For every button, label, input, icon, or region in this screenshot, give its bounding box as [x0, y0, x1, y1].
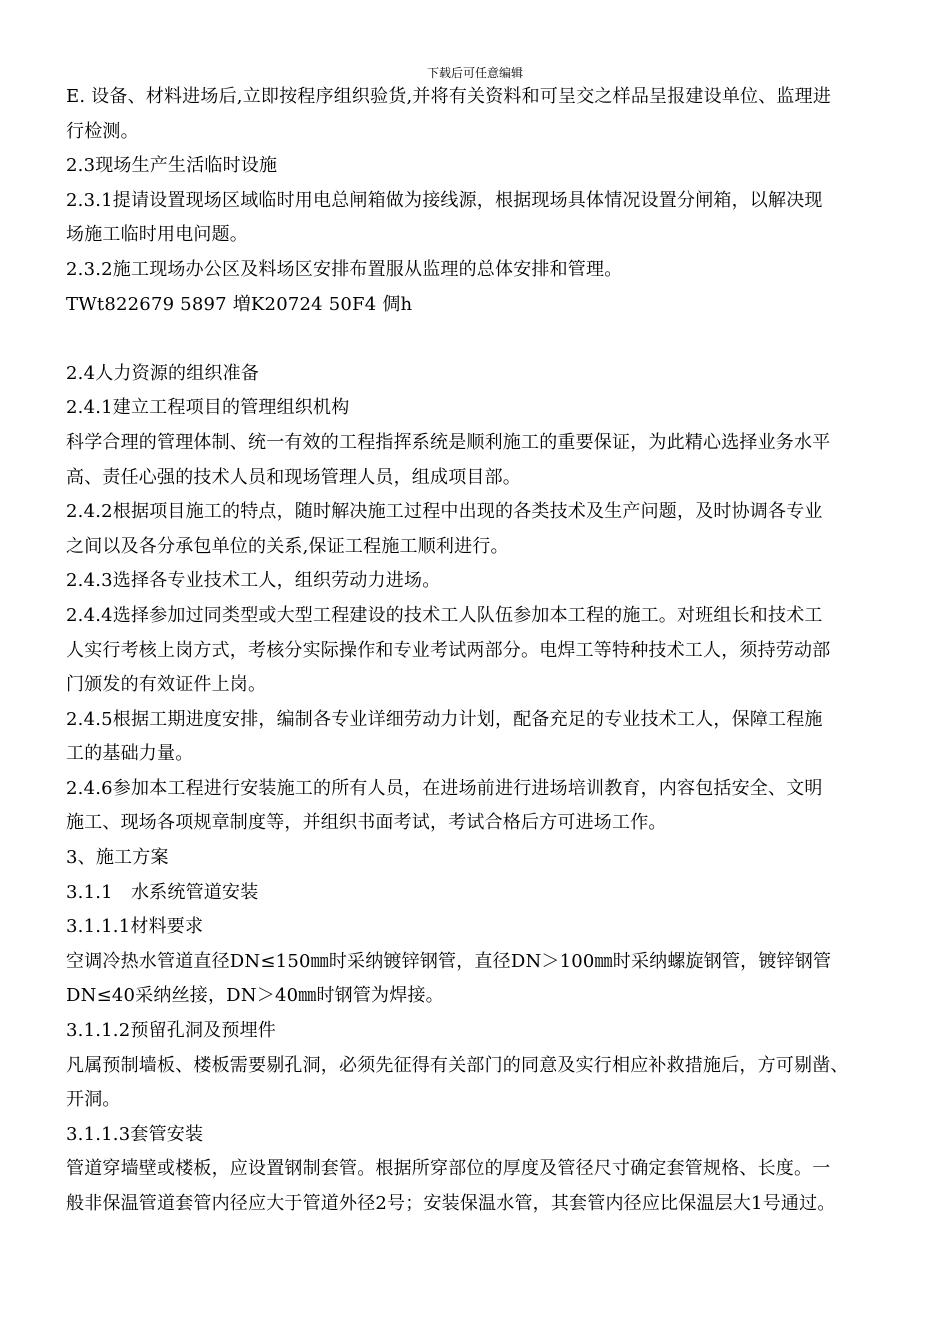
text-line: 2.4.6参加本工程进行安装施工的所有人员，在进场前进行进场培训教育，内容包括安全、文明: [66, 777, 823, 799]
text-line: E. 设备、材料进场后,立即按程序组织验货,并将有关资料和可呈交之样品呈报建设单位、监理进: [66, 86, 832, 107]
document-body: [66, 80, 896, 1222]
subsection-heading: 3.1.1.2预留孔洞及预埋件: [66, 1020, 276, 1042]
text-line: 之间以及各分承包单位的关系,保证工程施工顺利进行。: [66, 535, 509, 557]
text-line: 管道穿墙壁或楼板，应设置钢制套管。根据所穿部位的厚度及管径尺寸确定套管规格、长度。一: [66, 1158, 831, 1180]
subsection-heading: 3.1.1 水系统管道安装: [66, 881, 259, 903]
subsection-heading: 3.1.1.3套管安装: [66, 1123, 204, 1145]
text-line: 高、责任心强的技术人员和现场管理人员，组成项目部。: [66, 466, 521, 488]
section-heading: 2.4人力资源的组织准备: [66, 362, 260, 384]
text-line: 行检测。: [66, 120, 139, 142]
text-line: 场施工临时用电问题。: [66, 224, 248, 246]
text-line: 施工、现场各项规章制度等，并组织书面考试，考试合格后方可进场工作。: [66, 812, 667, 834]
subsection-heading: 3.1.1.1材料要求: [66, 916, 204, 938]
page-header: 下载后可任意编辑: [426, 66, 523, 80]
text-line: 空调冷热水管道直径DN≤150㎜时采纳镀锌钢管，直径DN＞100㎜时采纳螺旋钢管，镀锌钢管: [66, 950, 832, 972]
text-line: 工的基础力量。: [66, 743, 194, 765]
text-line: 2.3.1提请设置现场区域临时用电总闸箱做为接线源，根据现场具体情况设置分闸箱，以解决现: [66, 189, 823, 211]
section-heading: 2.3现场生产生活临时设施: [66, 155, 278, 177]
blank-line: [66, 322, 896, 357]
text-line: 人实行考核上岗方式，考核分实际操作和专业考试两部分。电焊工等特种技术工人，须持劳动部: [66, 639, 831, 661]
text-line: 凡属预制墙板、楼板需要剔孔洞，必须先征得有关部门的同意及实行相应补救措施后，方可剔凿、: [66, 1054, 849, 1076]
text-line: 2.4.2根据项目施工的特点，随时解决施工过程中出现的各类技术及生产问题，及时协调各专业: [66, 501, 823, 523]
text-line: 门颁发的有效证件上岗。: [66, 674, 267, 696]
text-line: 2.3.2施工现场办公区及料场区安排布置服从监理的总体安排和管理。: [66, 258, 623, 280]
text-line: 2.4.5根据工期进度安排，编制各专业详细劳动力计划，配备充足的专业技术工人，保障工程施: [66, 708, 823, 730]
text-line: 科学合理的管理体制、统一有效的工程指挥系统是顺利施工的重要保证，为此精心选择业务水平: [66, 431, 831, 453]
garbled-text-line: TWt822679 5897 増K20724 50F4 倜h: [66, 293, 413, 315]
section-heading: 3、施工方案: [66, 847, 169, 869]
text-line: 开洞。: [66, 1089, 121, 1111]
text-line: 2.4.4选择参加过同类型或大型工程建设的技术工人队伍参加本工程的施工。对班组长和技术工: [66, 604, 823, 626]
text-line: DN≤40采纳丝接，DN＞40㎜时钢管为焊接。: [66, 985, 444, 1007]
text-line: 2.4.3选择各专业技术工人，组织劳动力进场。: [66, 570, 441, 592]
subsection-heading: 2.4.1建立工程项目的管理组织机构: [66, 397, 350, 419]
text-line: 般非保温管道套管内径应大于管道外径2号；安装保温水管，其套管内径应比保温层大1号通过。: [66, 1193, 836, 1214]
